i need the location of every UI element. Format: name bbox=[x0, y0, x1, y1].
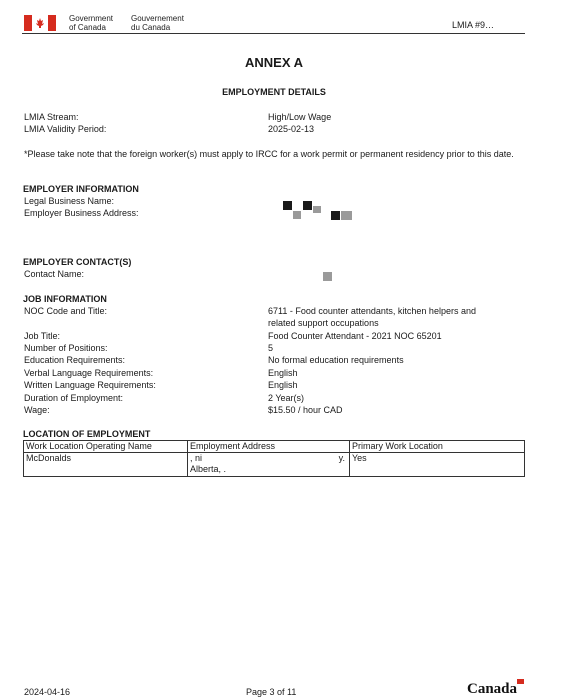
redaction-block bbox=[313, 206, 321, 213]
redaction-block bbox=[303, 201, 312, 210]
footer-page-number: Page 3 of 11 bbox=[246, 687, 297, 697]
education-label: Education Requirements: bbox=[24, 355, 126, 365]
redaction-block bbox=[293, 211, 301, 219]
canada-flag-icon bbox=[24, 15, 56, 31]
government-of-canada-en bbox=[69, 14, 113, 32]
noc-value-line1: 6711 - Food counter attendants, kitchen helpers and bbox=[268, 306, 476, 316]
lmia-validity-value: 2025-02-13 bbox=[268, 124, 315, 134]
job-info-heading: JOB INFORMATION bbox=[23, 294, 107, 304]
gov-en-line2: of Canada bbox=[69, 23, 106, 32]
operating-name-cell: McDonalds bbox=[24, 453, 188, 477]
page-subtitle: EMPLOYMENT DETAILS bbox=[222, 87, 326, 97]
lmia-validity-label: LMIA Validity Period: bbox=[24, 124, 107, 134]
column-header: Employment Address bbox=[188, 441, 350, 453]
address-cell bbox=[188, 453, 350, 477]
education-value: No formal education requirements bbox=[268, 355, 404, 365]
lmia-stream-label: LMIA Stream: bbox=[24, 112, 79, 122]
employer-contact-heading: EMPLOYER CONTACT(S) bbox=[23, 257, 132, 267]
wage-value: $15.50 / hour CAD bbox=[268, 405, 343, 415]
table-header-row bbox=[24, 441, 525, 453]
redaction-block bbox=[331, 211, 340, 220]
location-heading: LOCATION OF EMPLOYMENT bbox=[23, 429, 151, 439]
validity-note: *Please take note that the foreign worker(s) must apply to IRCC for a work permit or permanent residency prior to this date. bbox=[24, 149, 514, 159]
employer-address-label: Employer Business Address: bbox=[24, 208, 139, 218]
lmia-number: LMIA #9… bbox=[452, 20, 495, 30]
column-header: Work Location Operating Name bbox=[24, 441, 188, 453]
location-table bbox=[23, 440, 525, 477]
verbal-language-label: Verbal Language Requirements: bbox=[24, 368, 154, 378]
canada-wordmark: Canada bbox=[467, 681, 518, 697]
contact-name-label: Contact Name: bbox=[24, 269, 85, 279]
wage-label: Wage: bbox=[24, 405, 50, 415]
job-title-value: Food Counter Attendant - 2021 NOC 65201 bbox=[268, 331, 442, 341]
redaction-block bbox=[283, 201, 292, 210]
employer-info-heading: EMPLOYER INFORMATION bbox=[23, 184, 139, 194]
table-row bbox=[24, 453, 525, 477]
primary-location-cell: Yes bbox=[350, 453, 525, 477]
address-line2: Alberta, . bbox=[190, 464, 227, 474]
page-title: ANNEX A bbox=[244, 55, 304, 70]
job-title-label: Job Title: bbox=[24, 331, 61, 341]
duration-value: 2 Year(s) bbox=[268, 393, 305, 403]
header-divider bbox=[22, 33, 525, 34]
canada-wordmark-flag-icon bbox=[517, 679, 524, 684]
redaction-block bbox=[323, 272, 332, 281]
positions-value: 5 bbox=[268, 343, 274, 353]
written-language-label: Written Language Requirements: bbox=[24, 380, 156, 390]
address-line1: , ni bbox=[190, 453, 203, 463]
redaction-block bbox=[341, 211, 352, 220]
verbal-language-value: English bbox=[268, 368, 298, 378]
government-of-canada-fr bbox=[131, 14, 184, 32]
noc-value-line2: related support occupations bbox=[268, 318, 379, 328]
noc-label: NOC Code and Title: bbox=[24, 306, 108, 316]
legal-business-name-label: Legal Business Name: bbox=[24, 196, 115, 206]
positions-label: Number of Positions: bbox=[24, 343, 108, 353]
lmia-stream-value: High/Low Wage bbox=[268, 112, 332, 122]
gov-en-line1: Government bbox=[69, 14, 114, 23]
written-language-value: English bbox=[268, 380, 298, 390]
column-header: Primary Work Location bbox=[350, 441, 525, 453]
duration-label: Duration of Employment: bbox=[24, 393, 124, 403]
footer-date: 2024-04-16 bbox=[24, 687, 71, 697]
gov-fr-line1: Gouvernement bbox=[131, 14, 184, 23]
address-suffix: y. bbox=[338, 453, 345, 463]
gov-fr-line2: du Canada bbox=[131, 23, 171, 32]
